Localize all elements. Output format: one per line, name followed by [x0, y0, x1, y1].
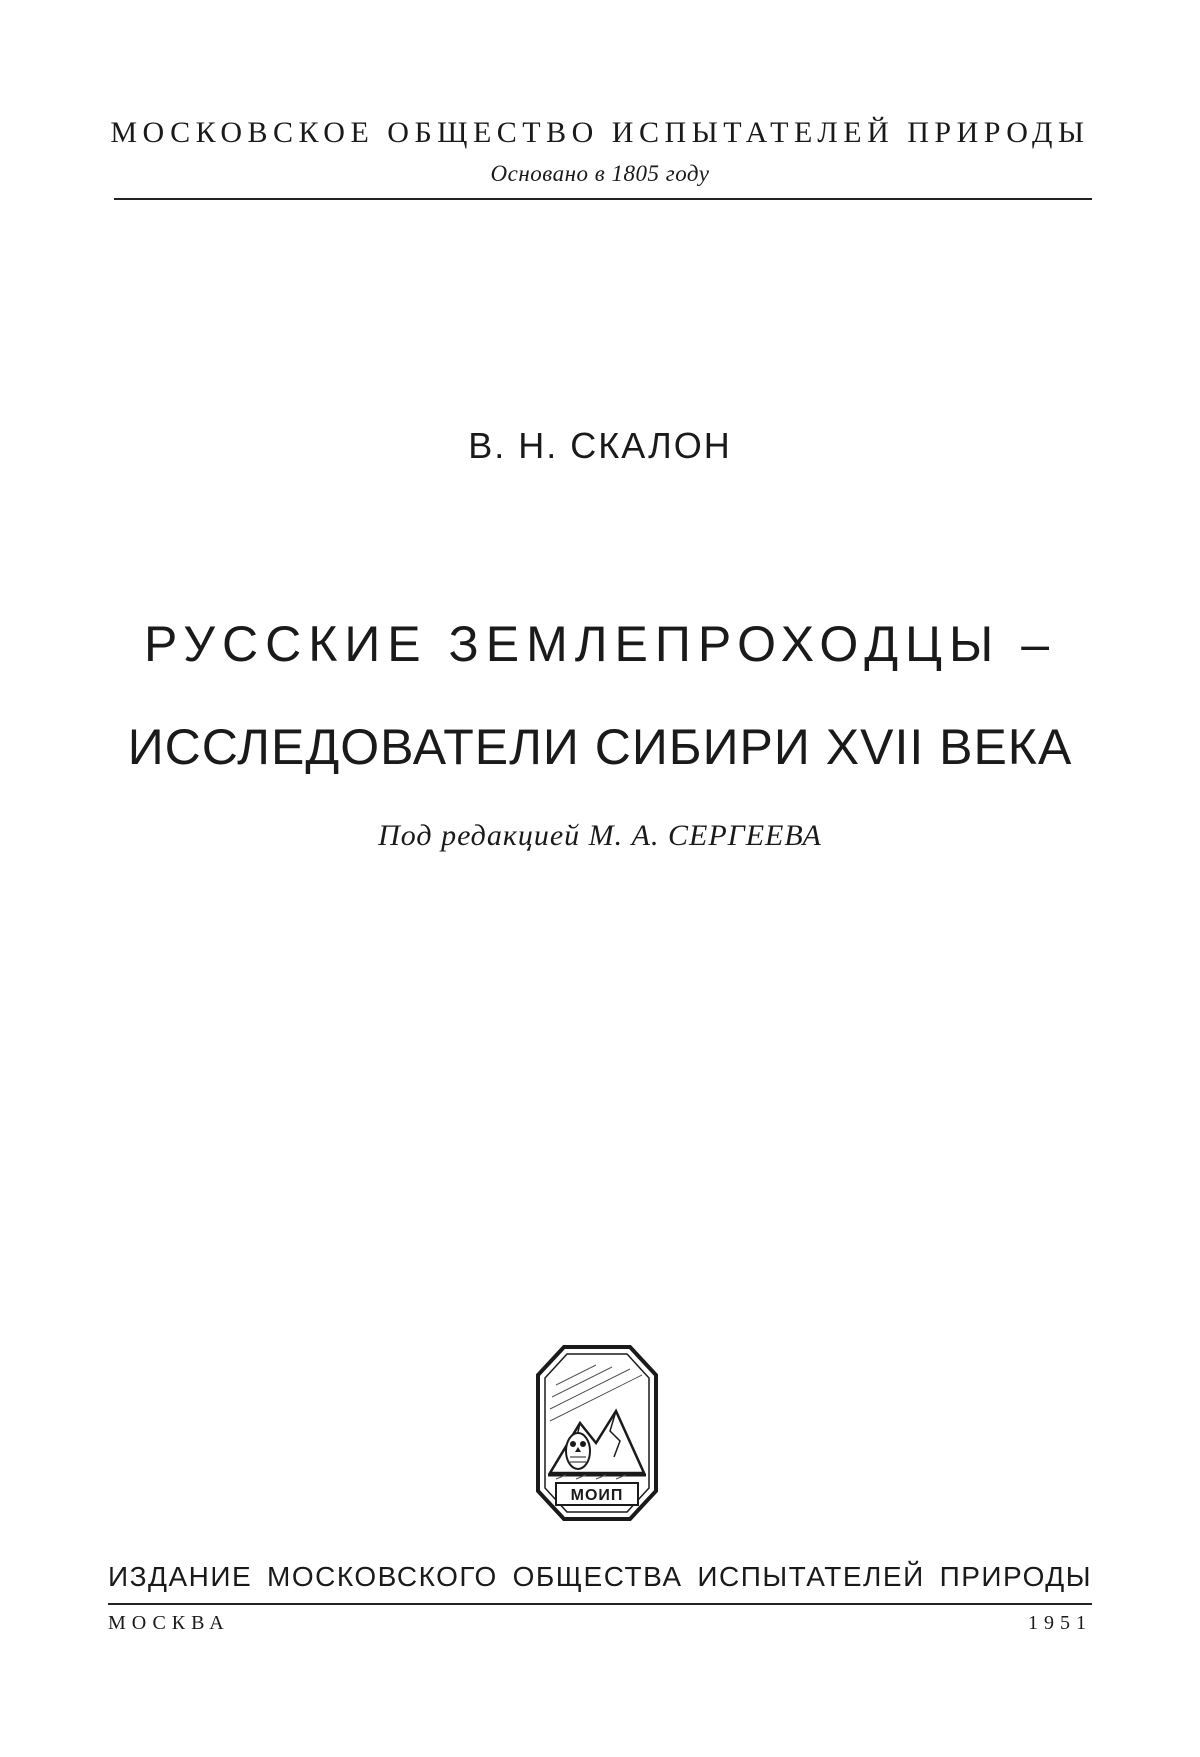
book-title-line-2: ИССЛЕДОВАТЕЛИ СИБИРИ XVII ВЕКА [127, 719, 1073, 775]
editor-credit: Под редакцией М. А. СЕРГЕЕВА [378, 819, 822, 852]
publisher-word: ПРИРОДЫ [939, 1561, 1092, 1592]
publication-year: 1951 [1028, 1612, 1092, 1634]
author-name: В. Н. СКАЛОН [468, 425, 732, 466]
top-divider [114, 198, 1092, 200]
publication-city: МОСКВА [108, 1612, 230, 1634]
publisher-line [108, 1561, 1092, 1593]
bottom-divider [108, 1603, 1092, 1605]
publisher-word: ИСПЫТАТЕЛЕЙ [697, 1561, 925, 1592]
publisher-word: ОБЩЕСТВА [512, 1561, 683, 1592]
society-emblem-icon [536, 1345, 658, 1521]
publisher-word: МОСКОВСКОГО [267, 1561, 498, 1592]
publisher-word: ИЗДАНИЕ [108, 1561, 253, 1592]
society-name: МОСКОВСКОЕ ОБЩЕСТВО ИСПЫТАТЕЛЕЙ ПРИРОДЫ [110, 116, 1090, 149]
svg-text:МОИП: МОИП [570, 1487, 624, 1504]
book-title-line-1: РУССКИЕ ЗЕМЛЕПРОХОДЦЫ – [143, 616, 1057, 672]
founded-year-line: Основано в 1805 году [490, 161, 710, 186]
